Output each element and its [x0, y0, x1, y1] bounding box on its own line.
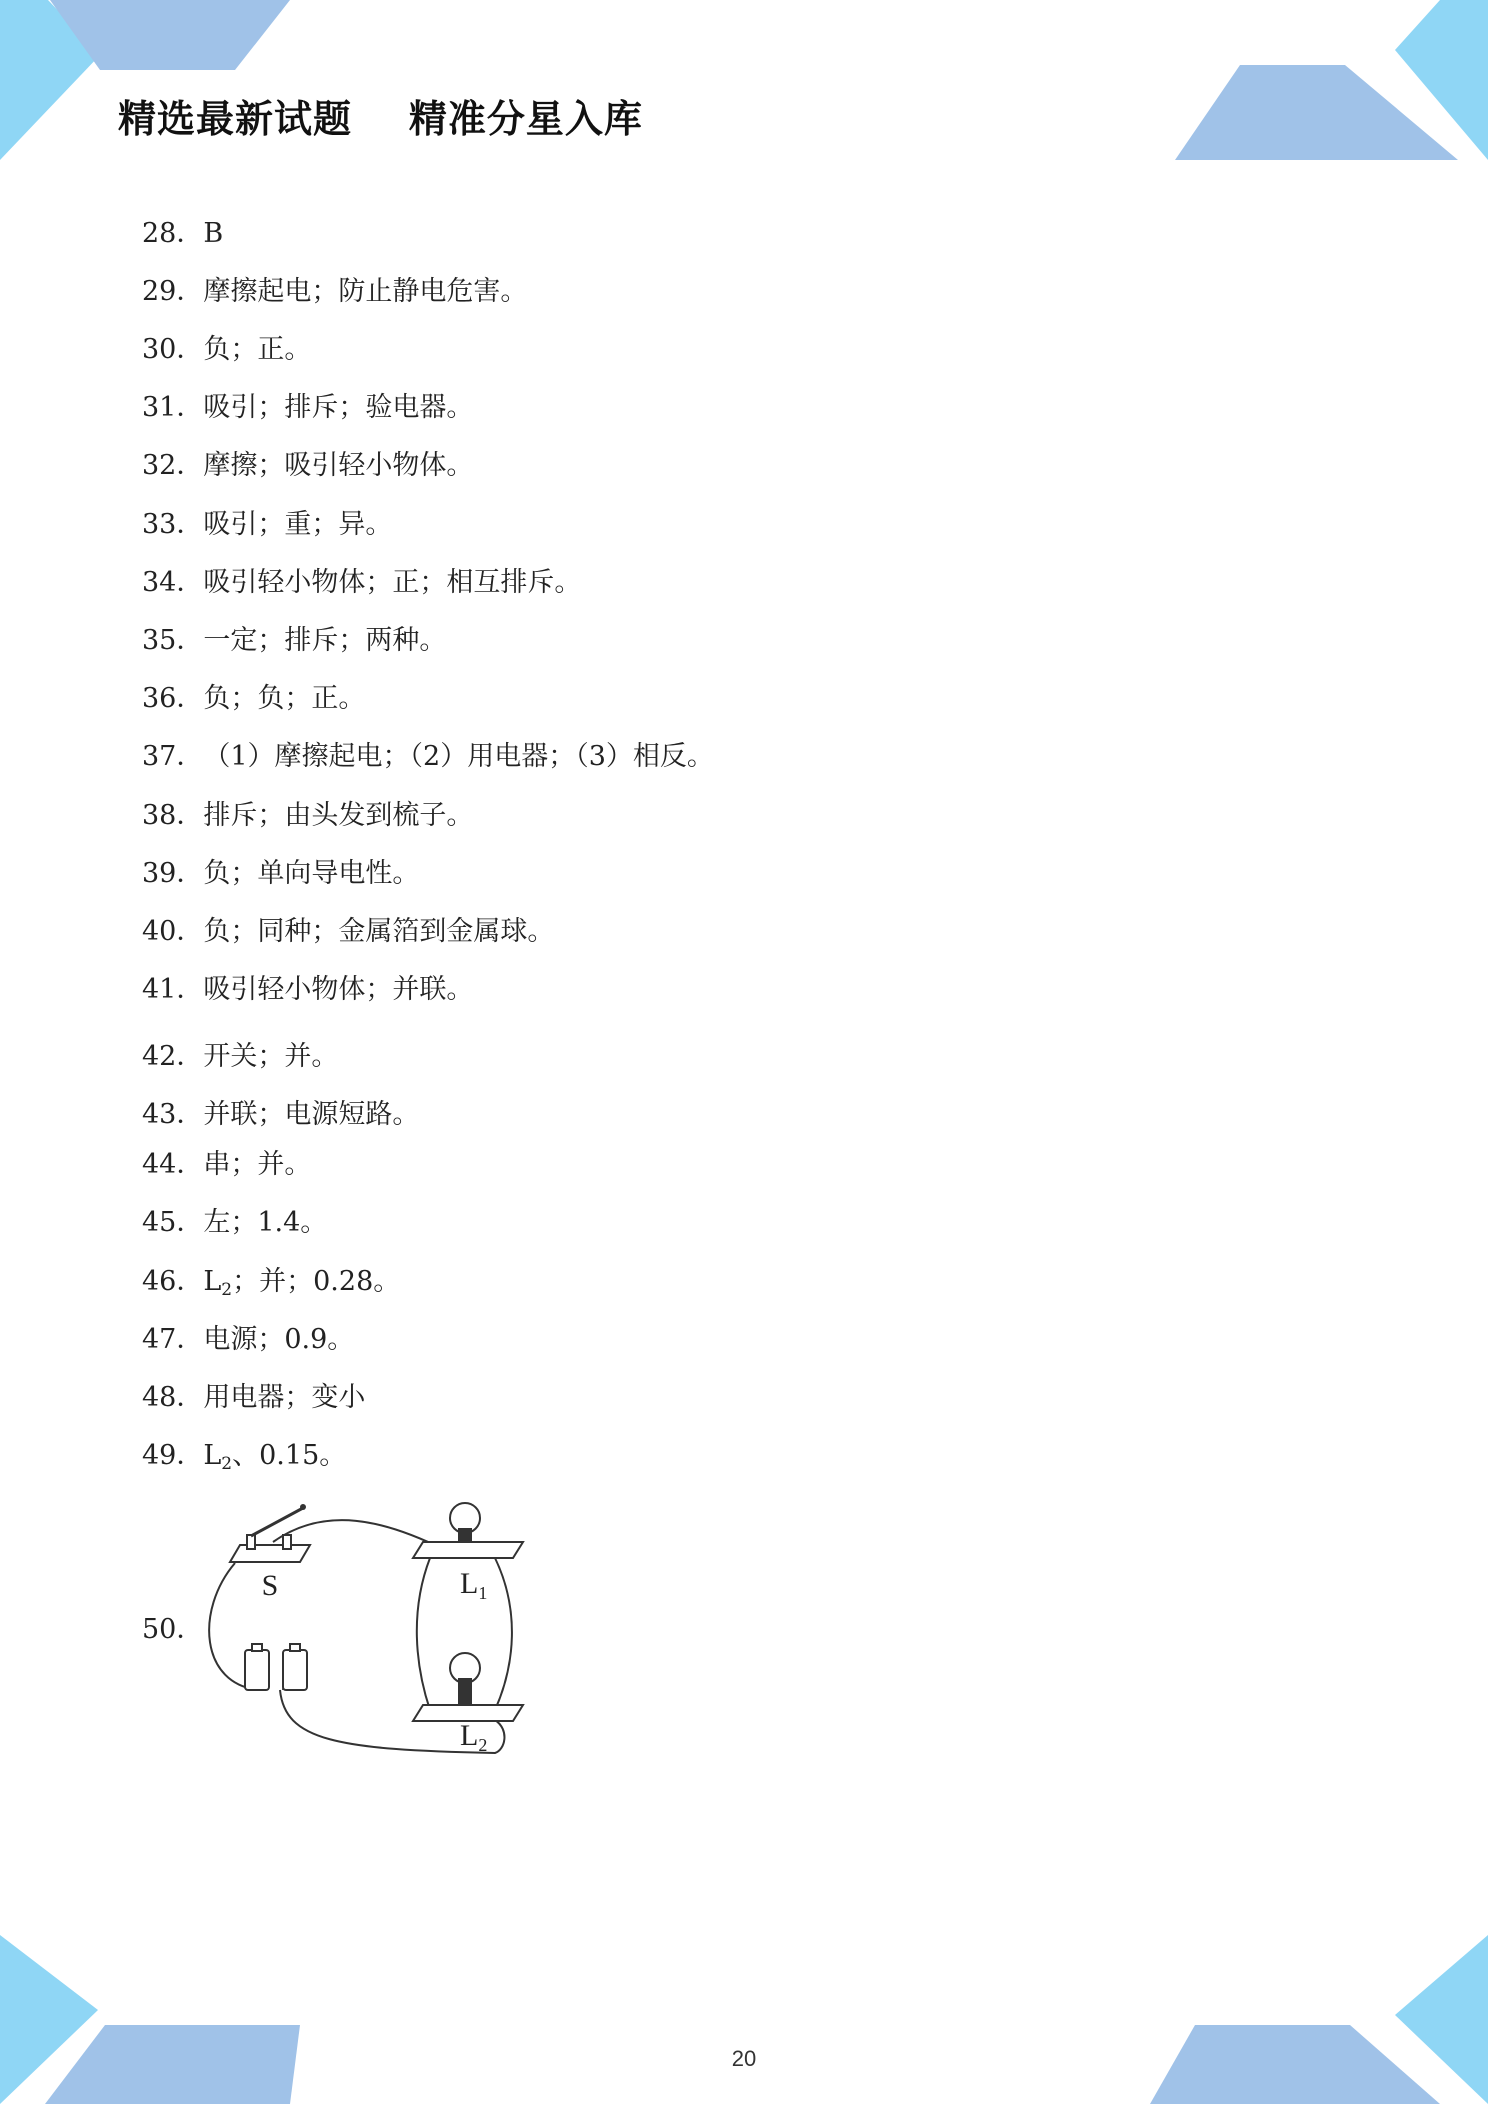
answer-text: 吸引轻小物体；并联。 — [203, 974, 474, 1005]
answer-text: 负；单向导电性。 — [203, 858, 420, 889]
question-number: 43． — [142, 1099, 204, 1130]
question-number: 44． — [142, 1149, 204, 1180]
answer-item — [142, 1098, 419, 1132]
answer-text: L — [203, 1266, 222, 1297]
header-title: 精选最新试题 精准分星入库 — [118, 97, 643, 141]
question-number: 48． — [142, 1382, 204, 1413]
question-number: 28． — [142, 218, 204, 249]
question-number: 29． — [142, 276, 204, 307]
answer-text: L — [203, 1440, 222, 1471]
answer-text: 用电器；变小 — [203, 1382, 366, 1413]
circuit-diagram — [205, 1500, 535, 1765]
battery-icon — [245, 1644, 269, 1690]
question-number: 32． — [142, 450, 204, 481]
lamp1-label: $L_1$ — [460, 1567, 488, 1603]
question-number: 36． — [142, 683, 204, 714]
question-number: 41． — [142, 974, 204, 1005]
answer-text: （1）摩擦起电；（2）用电器；（3）相反。 — [203, 741, 714, 772]
answer-item — [142, 275, 527, 309]
bulb-icon — [413, 1653, 523, 1721]
question-number: 34． — [142, 567, 204, 598]
answer-item — [142, 857, 419, 891]
answer-item — [142, 973, 473, 1007]
answer-item — [142, 1323, 354, 1357]
answer-text: 负；负；正。 — [203, 683, 366, 714]
lamp2-label: $L_2$ — [460, 1719, 488, 1755]
answer-item — [142, 449, 473, 483]
answer-item — [142, 915, 554, 949]
answer-item — [142, 799, 473, 833]
answer-text: 电源；0.9。 — [203, 1324, 355, 1355]
answer-text: 排斥；由头发到梳子。 — [203, 800, 474, 831]
question-number: 47． — [142, 1324, 204, 1355]
question-number: 49． — [142, 1440, 204, 1471]
answer-text: 摩擦起电；防止静电危害。 — [203, 276, 528, 307]
question-number: 45． — [142, 1207, 204, 1238]
question-number: 38． — [142, 800, 204, 831]
question-number: 30． — [142, 334, 204, 365]
answer-text: 一定；排斥；两种。 — [203, 625, 447, 656]
question-number: 46． — [142, 1266, 204, 1297]
answer-item — [142, 1206, 327, 1240]
answer-item — [142, 1381, 365, 1415]
answer-item — [142, 1040, 338, 1074]
question-number: 33． — [142, 509, 204, 540]
question-number: 37． — [142, 741, 204, 772]
answer-text: 串；并。 — [203, 1149, 312, 1180]
answer-text: ；并；0.28。 — [232, 1266, 401, 1297]
question-number: 40． — [142, 916, 204, 947]
answer-text: 吸引；排斥；验电器。 — [203, 392, 474, 423]
answer-item — [142, 217, 223, 251]
answer-item — [142, 391, 473, 425]
answer-text: 左；1.4。 — [203, 1207, 328, 1238]
answer-item — [142, 624, 446, 658]
answer-item — [142, 566, 581, 600]
answer-item — [142, 1148, 311, 1182]
page-number: 20 — [731, 2046, 757, 2071]
battery-icon — [283, 1644, 307, 1690]
answer-item — [142, 508, 392, 542]
question-number: 42． — [142, 1041, 204, 1072]
answer-text: 2 — [221, 1454, 233, 1474]
answer-text: 摩擦；吸引轻小物体。 — [203, 450, 474, 481]
bulb-icon — [413, 1503, 523, 1558]
switch-label: S — [261, 1569, 279, 1602]
question-number: 35． — [142, 625, 204, 656]
answer-item — [142, 1265, 400, 1307]
question-number: 50． — [142, 1614, 204, 1645]
answer-text: 开关；并。 — [203, 1041, 339, 1072]
answer-text: 并联；电源短路。 — [203, 1099, 420, 1130]
answer-text: 负；同种；金属箔到金属球。 — [203, 916, 555, 947]
answer-text: B — [203, 218, 224, 249]
answer-item — [142, 1439, 346, 1481]
switch-icon — [230, 1504, 310, 1562]
answer-text: 、0.15。 — [232, 1440, 347, 1471]
question-number: 39． — [142, 858, 204, 889]
answer-item — [142, 1613, 203, 1647]
answer-text: 吸引轻小物体；正；相互排斥。 — [203, 567, 582, 598]
answer-text: 2 — [221, 1280, 233, 1300]
answer-item — [142, 740, 714, 774]
answer-text: 负；正。 — [203, 334, 312, 365]
answer-item — [142, 682, 365, 716]
answer-item — [142, 333, 311, 367]
answer-text: 吸引；重；异。 — [203, 509, 393, 540]
question-number: 31． — [142, 392, 204, 423]
